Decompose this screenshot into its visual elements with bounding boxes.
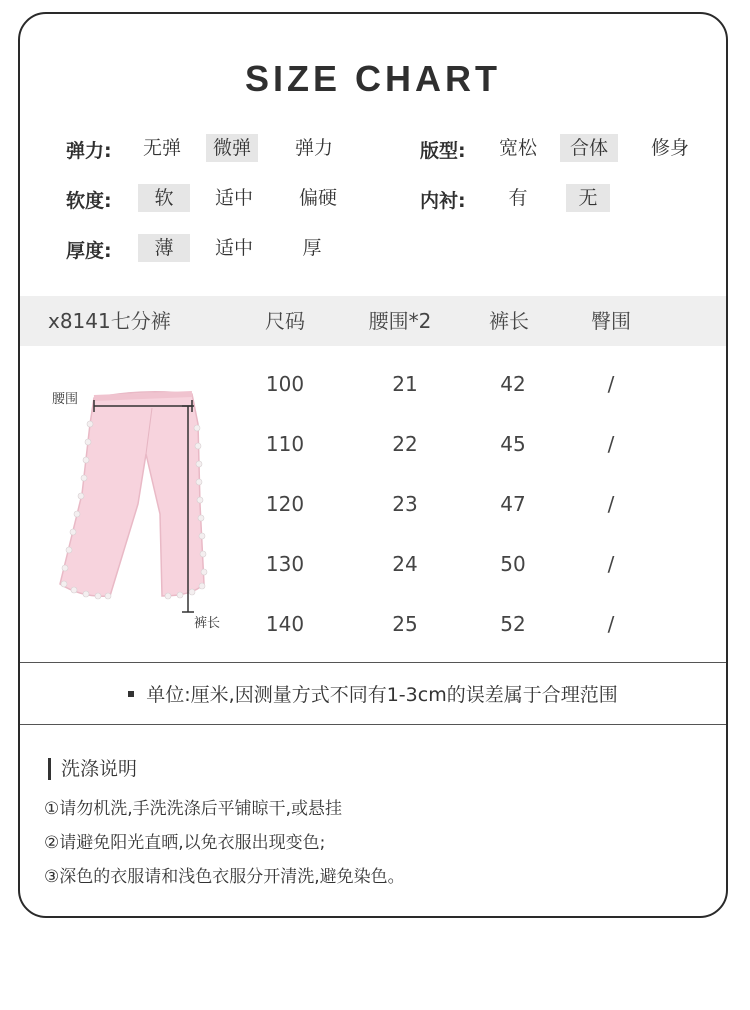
softness-option-soft: 软 xyxy=(138,184,190,212)
note-text: 单位:厘米,因测量方式不同有1-3cm的误差属于合理范围 xyxy=(146,684,618,706)
thickness-option-thick: 厚 xyxy=(302,237,322,259)
softness-label: 软度: xyxy=(66,190,112,212)
header-waist: 腰围*2 xyxy=(368,309,432,333)
row-1-waist: 21 xyxy=(392,372,418,396)
row-2-length: 45 xyxy=(500,432,526,456)
note-top-divider xyxy=(20,662,726,663)
header-product-code: x8141七分裤 xyxy=(48,309,171,333)
fit-label: 版型: xyxy=(420,140,466,162)
bullet-icon xyxy=(128,691,134,697)
row-1-hip: / xyxy=(607,372,615,396)
softness-option-medium: 适中 xyxy=(214,187,253,209)
waist-measure-label: 腰围 xyxy=(52,392,79,407)
pants-diagram xyxy=(42,384,232,624)
size-table-header xyxy=(20,296,726,346)
fit-option-slim: 修身 xyxy=(650,137,689,159)
row-2-hip: / xyxy=(607,432,615,456)
care-line-1: ①请勿机洗,手洗洗涤后平铺晾干,或悬挂 xyxy=(44,799,343,819)
row-5-waist: 25 xyxy=(392,612,418,636)
size-chart-card xyxy=(18,12,728,918)
elasticity-label: 弹力: xyxy=(66,140,112,162)
lining-label: 内衬: xyxy=(420,190,466,212)
length-measure-label: 裤长 xyxy=(194,616,221,631)
header-size: 尺码 xyxy=(265,309,305,333)
row-4-waist: 24 xyxy=(392,552,418,576)
row-5-length: 52 xyxy=(500,612,526,636)
fit-option-loose: 宽松 xyxy=(498,137,537,159)
row-3-hip: / xyxy=(607,492,615,516)
row-3-waist: 23 xyxy=(392,492,418,516)
row-3-length: 47 xyxy=(500,492,526,516)
row-4-length: 50 xyxy=(500,552,526,576)
row-5-hip: / xyxy=(607,612,615,636)
care-line-3: ③深色的衣服请和浅色衣服分开清洗,避免染色。 xyxy=(44,867,405,887)
lining-option-no: 无 xyxy=(566,184,610,212)
row-4-hip: / xyxy=(607,552,615,576)
row-3-size: 120 xyxy=(265,492,305,516)
fit-option-regular: 合体 xyxy=(560,134,618,162)
thickness-option-medium: 适中 xyxy=(214,237,253,259)
row-1-size: 100 xyxy=(265,372,305,396)
care-title: 洗涤说明 xyxy=(48,758,137,780)
row-1-length: 42 xyxy=(500,372,526,396)
elasticity-option-slight: 微弹 xyxy=(206,134,258,162)
pants-illustration xyxy=(60,392,207,599)
elasticity-option-elastic: 弹力 xyxy=(294,137,333,159)
care-line-2: ②请避免阳光直晒,以免衣服出现变色; xyxy=(44,833,326,853)
thickness-label: 厚度: xyxy=(66,240,112,262)
thickness-option-thin: 薄 xyxy=(138,234,190,262)
softness-option-stiff: 偏硬 xyxy=(298,187,337,209)
row-4-size: 130 xyxy=(265,552,305,576)
row-2-size: 110 xyxy=(265,432,305,456)
measurement-note xyxy=(20,680,726,707)
lining-option-yes: 有 xyxy=(508,187,528,209)
header-length: 裤长 xyxy=(489,309,529,333)
page-title: SIZE CHART xyxy=(245,58,501,99)
row-5-size: 140 xyxy=(265,612,305,636)
header-hip: 臀围 xyxy=(591,309,631,333)
note-bottom-divider xyxy=(20,724,726,725)
row-2-waist: 22 xyxy=(392,432,418,456)
elasticity-option-none: 无弹 xyxy=(142,137,181,159)
